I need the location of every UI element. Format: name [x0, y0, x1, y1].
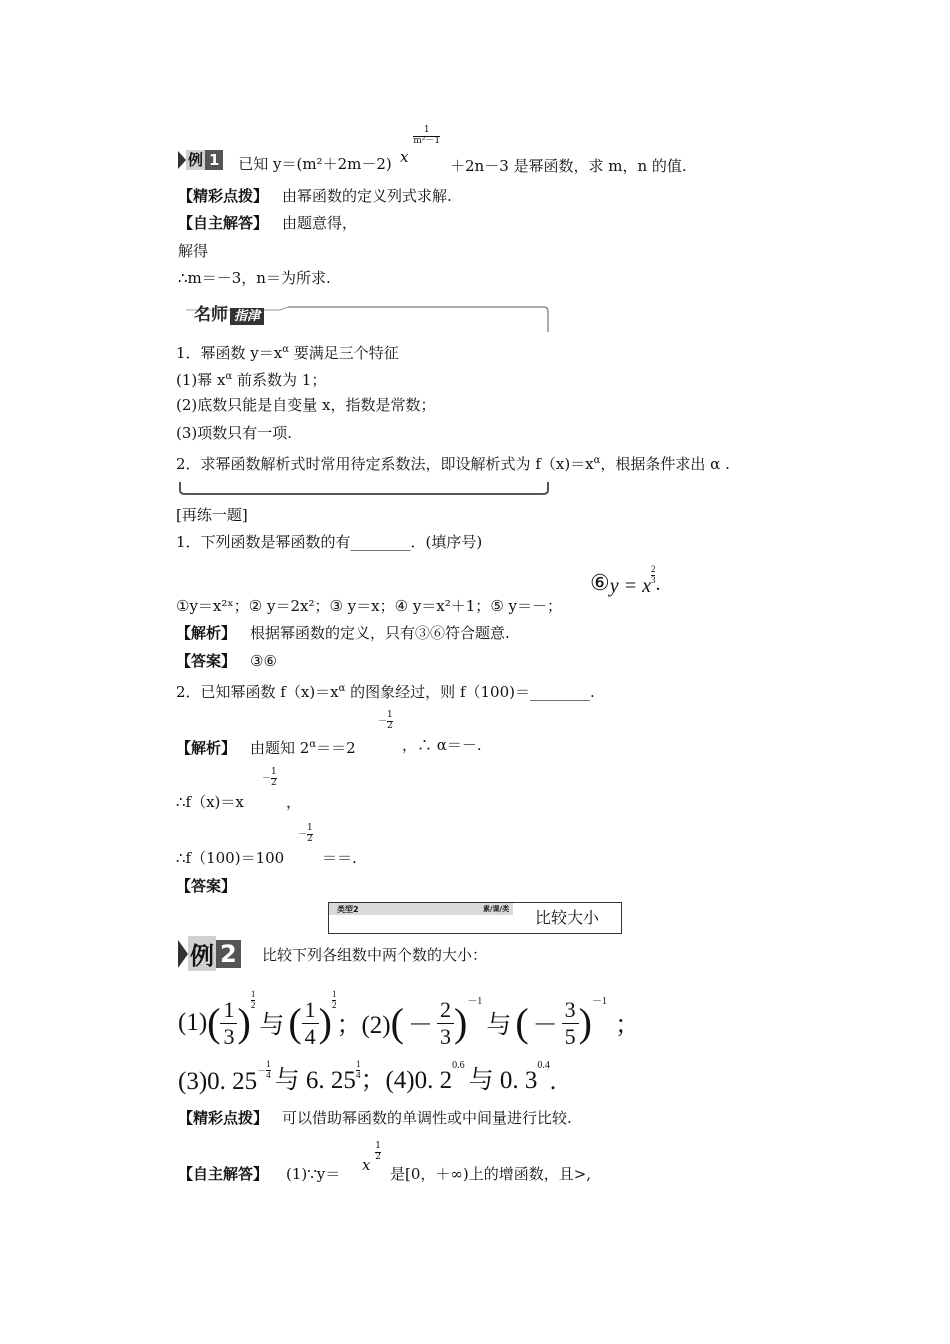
exponent-minus-half-1: － $\frac{1}{2}$ — [378, 710, 393, 731]
practice-q2-answer: 【答案】 — [176, 877, 237, 895]
example-2-parts-3-4: (3)0. 25 － $\frac{1}{4}$ 与 6. 25 $\frac{1}{4}$ ；(4)0. 2 0.6 与 0. 3 0.4 . — [178, 1059, 557, 1095]
type-2-title: 比较大小 — [535, 908, 600, 927]
fraction-3-5: 3 5 — [562, 997, 579, 1049]
exponent-minus-half-3: － $\frac{1}{2}$ — [298, 823, 313, 844]
example-2-parts-1-2: (1) ( 1 3 ) $\frac{1}{2}$ 与 ( 1 4 ) $\frac{1}{2}$ ；(2) ( － 2 3 ) －1 与 ( － 3 5 ) －1 ； — [178, 989, 641, 1049]
exponent-neg-one: －1 — [467, 996, 483, 1007]
fraction-1-4: 1 4 — [302, 997, 319, 1049]
exponent-neg-one: －1 — [592, 996, 607, 1007]
tips-line-2: (1)幂 $x^\alpha$ 前系数为 1； — [176, 371, 327, 389]
example-1-badge — [178, 150, 223, 170]
type-2-tag-right: 素/课/类 — [483, 905, 510, 913]
type-2-header — [328, 902, 622, 934]
practice-q1-option-6: ⑥y = x $\frac{2}{3}$ . — [590, 564, 661, 597]
power-exponent: $\frac{1}{\text{m²－1}}$ — [413, 125, 441, 146]
fraction-2-3: 2 3 — [437, 997, 454, 1049]
part-3-label: (3)0. 25 — [178, 1068, 258, 1095]
practice-q1: 1．下列函数是幂函数的有________．(填序号) — [176, 533, 483, 551]
part-2-label: ；(2) — [336, 1012, 391, 1039]
practice-q1-options: ①y＝x²ˣ；② y＝2x²；③ y＝x；④ y＝x²＋1；⑤ y＝－； — [176, 597, 563, 615]
example-1-statement — [178, 150, 392, 174]
tips-line-3: (2)底数只能是自变量 x，指数是常数； — [176, 396, 436, 414]
practice-q1-answer: 【答案】 ③⑥ — [176, 652, 277, 670]
example-2-prompt: 比较下列各组数中两个数的大小： — [262, 946, 488, 964]
part-1-label: (1) — [178, 1009, 208, 1036]
practice-q2-line-2: ∴f（x)＝x — [176, 793, 244, 811]
tips-line-4: (3)项数只有一项. — [176, 424, 293, 442]
badge-number: 1 — [205, 150, 223, 170]
exponent-neg-quarter: － $\frac{1}{4}$ — [257, 1059, 271, 1080]
practice-q2-line-3-end: ＝＝. — [322, 849, 357, 867]
badge-word: 例 — [188, 151, 204, 169]
badge-arrow-icon — [178, 151, 186, 169]
type-2-tag: 类型2 — [337, 905, 359, 914]
tips-badge — [194, 300, 264, 325]
power-base: x — [400, 148, 409, 167]
example-2-hint: 【精彩点拨】 可以借助幂函数的单调性或中间量进行比较. — [178, 1109, 572, 1127]
example-1-solve-word: 解得 — [178, 242, 209, 260]
example-2-solution: 【自主解答】 (1)∵y＝ — [178, 1165, 341, 1183]
exponent-minus-half-2: － $\frac{1}{2}$ — [262, 767, 277, 788]
example-1-prefix: 已知 y＝(m²＋2m－2) — [238, 155, 392, 173]
tips-badge-label: 名师 — [194, 305, 228, 325]
exponent-quarter: $\frac{1}{4}$ — [355, 1059, 361, 1080]
example-1-power — [400, 125, 441, 167]
badge-arrow-icon — [178, 940, 188, 968]
practice-q2-analysis: 【解析】 由题知 $2^\alpha==2$ — [176, 739, 356, 757]
practice-q2-line-2-end: ， — [286, 793, 302, 811]
exponent-half: $\frac{1}{2}$ — [250, 989, 256, 1010]
example-1-suffix: ＋2n－3 是幂函数，求 m，n 的值. — [450, 157, 687, 175]
tips-line-1: 1．幂函数 $y=x^\alpha$ 要满足三个特征 — [176, 344, 399, 362]
practice-q2-alpha-result: ，∴ α＝－. — [402, 736, 482, 754]
example-2-solution-power: x $\frac{1}{2}$ — [362, 1141, 381, 1175]
badge-number: 2 — [216, 940, 241, 968]
tips-badge-tag: 指津 — [230, 308, 264, 325]
example-1-hint: 【精彩点拨】 由幂函数的定义列式求解. — [178, 187, 452, 205]
example-2-badge — [178, 936, 241, 972]
practice-q1-analysis: 【解析】 根据幂函数的定义，只有③⑥符合题意. — [176, 624, 510, 642]
fraction-1-3: 1 3 — [220, 997, 237, 1049]
part-4-label: ；(4)0. 2 — [360, 1067, 453, 1094]
practice-heading: [再练一题] — [176, 506, 248, 524]
example-2-solution-rest: 是[0，＋∞)上的增函数，且>, — [390, 1165, 592, 1183]
tips-line-5: 2．求幂函数解析式时常用待定系数法，即设解析式为 $f(x)=x^\alpha$，根据条件求出 α . — [176, 455, 730, 473]
example-1-solution: 【自主解答】 由题意得， — [178, 214, 358, 232]
exponent-half: $\frac{1}{2}$ — [331, 989, 337, 1010]
practice-q2: 2．已知幂函数 $f(x)=x^\alpha$ 的图象经过，则 f（100)＝________. — [176, 683, 595, 701]
example-1-result: ∴m＝－3，n＝为所求. — [178, 269, 331, 287]
badge-word: 例 — [188, 936, 216, 971]
practice-q2-line-3: ∴f（100)＝100 — [176, 849, 285, 867]
